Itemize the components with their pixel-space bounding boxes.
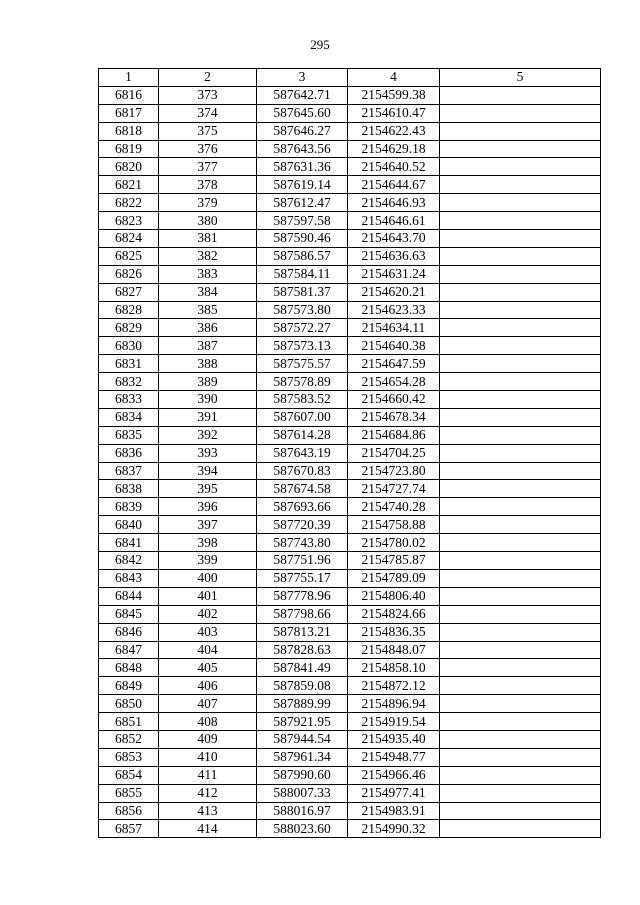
table-cell-col4: 2154780.02	[348, 534, 440, 552]
column-header-1: 1	[99, 69, 159, 87]
table-cell-col4: 2154848.07	[348, 641, 440, 659]
table-cell-col5	[440, 695, 601, 713]
table-cell-col5	[440, 283, 601, 301]
table-cell-col5	[440, 140, 601, 158]
table-cell-col5	[440, 623, 601, 641]
table-cell-col3: 587584.11	[257, 265, 348, 283]
table-cell-col2: 386	[159, 319, 257, 337]
table-cell-col2: 399	[159, 552, 257, 570]
table-cell-col4: 2154599.38	[348, 86, 440, 104]
table-row	[99, 247, 601, 265]
table-cell-col1: 6820	[99, 158, 159, 176]
table-cell-col2: 387	[159, 337, 257, 355]
table-cell-col1: 6834	[99, 408, 159, 426]
table-cell-col1: 6818	[99, 122, 159, 140]
table-row	[99, 480, 601, 498]
table-row	[99, 748, 601, 766]
table-header	[99, 69, 601, 87]
table-cell-col5	[440, 480, 601, 498]
column-header-2: 2	[159, 69, 257, 87]
table-cell-col5	[440, 552, 601, 570]
table-cell-col5	[440, 820, 601, 838]
table-cell-col4: 2154640.52	[348, 158, 440, 176]
table-cell-col4: 2154977.41	[348, 784, 440, 802]
table-cell-col3: 587645.60	[257, 104, 348, 122]
table-cell-col2: 382	[159, 247, 257, 265]
table-cell-col4: 2154654.28	[348, 373, 440, 391]
table-cell-col1: 6827	[99, 283, 159, 301]
table-cell-col4: 2154785.87	[348, 552, 440, 570]
table-cell-col1: 6844	[99, 587, 159, 605]
table-cell-col4: 2154610.47	[348, 104, 440, 122]
table-cell-col3: 588016.97	[257, 802, 348, 820]
table-cell-col3: 587597.58	[257, 212, 348, 230]
table-cell-col1: 6821	[99, 176, 159, 194]
table-cell-col3: 587643.19	[257, 444, 348, 462]
table-cell-col5	[440, 784, 601, 802]
table-row	[99, 462, 601, 480]
table-cell-col2: 401	[159, 587, 257, 605]
table-cell-col2: 396	[159, 498, 257, 516]
table-cell-col4: 2154643.70	[348, 230, 440, 248]
table-cell-col5	[440, 569, 601, 587]
table-cell-col5	[440, 194, 601, 212]
table-row	[99, 426, 601, 444]
table-cell-col5	[440, 86, 601, 104]
table-cell-col1: 6825	[99, 247, 159, 265]
table-cell-col4: 2154919.54	[348, 713, 440, 731]
table-cell-col3: 587743.80	[257, 534, 348, 552]
table-row	[99, 176, 601, 194]
table-cell-col1: 6847	[99, 641, 159, 659]
table-cell-col5	[440, 104, 601, 122]
table-row	[99, 498, 601, 516]
table-cell-col3: 587583.52	[257, 391, 348, 409]
table-cell-col2: 373	[159, 86, 257, 104]
table-cell-col1: 6849	[99, 677, 159, 695]
table-cell-col1: 6833	[99, 391, 159, 409]
table-cell-col1: 6851	[99, 713, 159, 731]
table-cell-col5	[440, 802, 601, 820]
table-cell-col1: 6857	[99, 820, 159, 838]
table-cell-col2: 409	[159, 730, 257, 748]
table-cell-col1: 6819	[99, 140, 159, 158]
table-cell-col2: 407	[159, 695, 257, 713]
table-cell-col2: 412	[159, 784, 257, 802]
table-cell-col4: 2154646.61	[348, 212, 440, 230]
table-cell-col3: 587619.14	[257, 176, 348, 194]
table-cell-col4: 2154948.77	[348, 748, 440, 766]
table-cell-col1: 6845	[99, 605, 159, 623]
table-cell-col5	[440, 730, 601, 748]
table-row	[99, 86, 601, 104]
table-cell-col3: 587643.56	[257, 140, 348, 158]
table-cell-col5	[440, 516, 601, 534]
table-cell-col2: 391	[159, 408, 257, 426]
table-cell-col4: 2154647.59	[348, 355, 440, 373]
table-cell-col3: 587944.54	[257, 730, 348, 748]
table-cell-col5	[440, 247, 601, 265]
table-cell-col3: 587670.83	[257, 462, 348, 480]
table-cell-col2: 411	[159, 766, 257, 784]
table-cell-col5	[440, 337, 601, 355]
table-cell-col2: 405	[159, 659, 257, 677]
table-row	[99, 319, 601, 337]
table-cell-col2: 397	[159, 516, 257, 534]
table-row	[99, 802, 601, 820]
table-cell-col1: 6850	[99, 695, 159, 713]
table-cell-col3: 587778.96	[257, 587, 348, 605]
table-row	[99, 444, 601, 462]
table-cell-col3: 587607.00	[257, 408, 348, 426]
table-cell-col4: 2154836.35	[348, 623, 440, 641]
table-row	[99, 212, 601, 230]
table-cell-col3: 588007.33	[257, 784, 348, 802]
table-cell-col3: 587755.17	[257, 569, 348, 587]
table-cell-col2: 380	[159, 212, 257, 230]
table-cell-col4: 2154660.42	[348, 391, 440, 409]
table-cell-col4: 2154646.93	[348, 194, 440, 212]
table-cell-col3: 587586.57	[257, 247, 348, 265]
table-cell-col3: 587674.58	[257, 480, 348, 498]
table-cell-col4: 2154896.94	[348, 695, 440, 713]
table-cell-col4: 2154620.21	[348, 283, 440, 301]
table-cell-col4: 2154704.25	[348, 444, 440, 462]
table-cell-col1: 6838	[99, 480, 159, 498]
table-row	[99, 820, 601, 838]
table-cell-col3: 587575.57	[257, 355, 348, 373]
table-cell-col1: 6836	[99, 444, 159, 462]
table-cell-col3: 587642.71	[257, 86, 348, 104]
table-cell-col1: 6829	[99, 319, 159, 337]
table-cell-col5	[440, 176, 601, 194]
table-cell-col4: 2154684.86	[348, 426, 440, 444]
table-cell-col1: 6842	[99, 552, 159, 570]
table-cell-col1: 6823	[99, 212, 159, 230]
table-cell-col4: 2154723.80	[348, 462, 440, 480]
table-row	[99, 713, 601, 731]
table-row	[99, 784, 601, 802]
table-cell-col3: 587841.49	[257, 659, 348, 677]
table-cell-col4: 2154758.88	[348, 516, 440, 534]
table-cell-col5	[440, 230, 601, 248]
table-cell-col2: 390	[159, 391, 257, 409]
table-cell-col4: 2154640.38	[348, 337, 440, 355]
table-cell-col4: 2154806.40	[348, 587, 440, 605]
table-cell-col4: 2154623.33	[348, 301, 440, 319]
table-cell-col1: 6855	[99, 784, 159, 802]
table-cell-col1: 6830	[99, 337, 159, 355]
table-cell-col5	[440, 462, 601, 480]
table-cell-col4: 2154858.10	[348, 659, 440, 677]
table-cell-col2: 403	[159, 623, 257, 641]
table-cell-col4: 2154678.34	[348, 408, 440, 426]
table-row	[99, 534, 601, 552]
table-row	[99, 158, 601, 176]
column-header-5: 5	[440, 69, 601, 87]
table-row	[99, 337, 601, 355]
header-row	[99, 69, 601, 87]
table-cell-col5	[440, 301, 601, 319]
table-cell-col5	[440, 444, 601, 462]
table-row	[99, 230, 601, 248]
table-cell-col1: 6856	[99, 802, 159, 820]
table-cell-col3: 587573.13	[257, 337, 348, 355]
table-row	[99, 373, 601, 391]
table-cell-col1: 6817	[99, 104, 159, 122]
table-cell-col5	[440, 408, 601, 426]
table-cell-col4: 2154644.67	[348, 176, 440, 194]
table-cell-col2: 398	[159, 534, 257, 552]
table-cell-col1: 6843	[99, 569, 159, 587]
table-cell-col5	[440, 534, 601, 552]
table-cell-col3: 587693.66	[257, 498, 348, 516]
table-cell-col2: 393	[159, 444, 257, 462]
table-cell-col3: 587751.96	[257, 552, 348, 570]
table-cell-col2: 413	[159, 802, 257, 820]
table-cell-col2: 395	[159, 480, 257, 498]
table-cell-col5	[440, 265, 601, 283]
table-cell-col3: 587631.36	[257, 158, 348, 176]
table-cell-col5	[440, 498, 601, 516]
table-row	[99, 623, 601, 641]
table-cell-col4: 2154740.28	[348, 498, 440, 516]
table-cell-col5	[440, 122, 601, 140]
table-cell-col2: 388	[159, 355, 257, 373]
table-cell-col5	[440, 319, 601, 337]
table-cell-col5	[440, 373, 601, 391]
table-cell-col3: 587720.39	[257, 516, 348, 534]
table-cell-col5	[440, 677, 601, 695]
table-cell-col4: 2154935.40	[348, 730, 440, 748]
table-cell-col4: 2154634.11	[348, 319, 440, 337]
table-cell-col2: 377	[159, 158, 257, 176]
table-cell-col1: 6837	[99, 462, 159, 480]
table-cell-col1: 6840	[99, 516, 159, 534]
table-cell-col2: 389	[159, 373, 257, 391]
table-row	[99, 677, 601, 695]
table-row	[99, 355, 601, 373]
table-cell-col1: 6822	[99, 194, 159, 212]
table-cell-col2: 379	[159, 194, 257, 212]
table-cell-col2: 384	[159, 283, 257, 301]
table-cell-col2: 406	[159, 677, 257, 695]
table-cell-col4: 2154824.66	[348, 605, 440, 623]
table-cell-col3: 587581.37	[257, 283, 348, 301]
table-cell-col5	[440, 426, 601, 444]
table-cell-col1: 6846	[99, 623, 159, 641]
table-cell-col2: 410	[159, 748, 257, 766]
table-cell-col3: 587889.99	[257, 695, 348, 713]
table-cell-col5	[440, 587, 601, 605]
table-cell-col2: 385	[159, 301, 257, 319]
table-row	[99, 587, 601, 605]
table-cell-col1: 6852	[99, 730, 159, 748]
table-cell-col3: 587646.27	[257, 122, 348, 140]
coordinates-table	[98, 68, 601, 838]
table-cell-col3: 587612.47	[257, 194, 348, 212]
table-cell-col3: 587961.34	[257, 748, 348, 766]
table-cell-col5	[440, 659, 601, 677]
table-row	[99, 391, 601, 409]
table-cell-col3: 587828.63	[257, 641, 348, 659]
table-cell-col1: 6835	[99, 426, 159, 444]
table-cell-col3: 587921.95	[257, 713, 348, 731]
table-cell-col3: 587798.66	[257, 605, 348, 623]
column-header-3: 3	[257, 69, 348, 87]
table-cell-col4: 2154966.46	[348, 766, 440, 784]
table-cell-col3: 587813.21	[257, 623, 348, 641]
table-row	[99, 552, 601, 570]
table-cell-col5	[440, 713, 601, 731]
table-cell-col2: 402	[159, 605, 257, 623]
table-cell-col3: 587572.27	[257, 319, 348, 337]
table-cell-col5	[440, 391, 601, 409]
table-row	[99, 569, 601, 587]
table-cell-col3: 587614.28	[257, 426, 348, 444]
table-cell-col2: 404	[159, 641, 257, 659]
table-row	[99, 659, 601, 677]
table-cell-col1: 6826	[99, 265, 159, 283]
table-row	[99, 301, 601, 319]
table-cell-col1: 6853	[99, 748, 159, 766]
table-row	[99, 516, 601, 534]
table-row	[99, 104, 601, 122]
column-header-4: 4	[348, 69, 440, 87]
table-body	[99, 86, 601, 837]
table-cell-col1: 6854	[99, 766, 159, 784]
table-cell-col3: 587590.46	[257, 230, 348, 248]
table-row	[99, 641, 601, 659]
table-row	[99, 766, 601, 784]
table-cell-col5	[440, 158, 601, 176]
table-cell-col2: 408	[159, 713, 257, 731]
table-cell-col4: 2154872.12	[348, 677, 440, 695]
table-cell-col3: 587990.60	[257, 766, 348, 784]
table-cell-col1: 6816	[99, 86, 159, 104]
table-cell-col2: 378	[159, 176, 257, 194]
table-row	[99, 695, 601, 713]
page-number: 295	[310, 37, 330, 52]
table-row	[99, 140, 601, 158]
table-cell-col3: 587578.89	[257, 373, 348, 391]
table-cell-col1: 6832	[99, 373, 159, 391]
table-cell-col4: 2154622.43	[348, 122, 440, 140]
table-row	[99, 605, 601, 623]
table-cell-col1: 6848	[99, 659, 159, 677]
table-cell-col2: 376	[159, 140, 257, 158]
table-cell-col2: 392	[159, 426, 257, 444]
table-cell-col5	[440, 212, 601, 230]
table-cell-col4: 2154629.18	[348, 140, 440, 158]
table-cell-col4: 2154727.74	[348, 480, 440, 498]
table-cell-col1: 6831	[99, 355, 159, 373]
table-cell-col1: 6839	[99, 498, 159, 516]
table-cell-col1: 6841	[99, 534, 159, 552]
table-cell-col5	[440, 605, 601, 623]
table-cell-col4: 2154789.09	[348, 569, 440, 587]
table-cell-col5	[440, 355, 601, 373]
table-cell-col3: 587859.08	[257, 677, 348, 695]
table-row	[99, 194, 601, 212]
table-cell-col2: 375	[159, 122, 257, 140]
table-cell-col5	[440, 766, 601, 784]
table-row	[99, 265, 601, 283]
table-row	[99, 730, 601, 748]
table-cell-col2: 414	[159, 820, 257, 838]
table-cell-col1: 6828	[99, 301, 159, 319]
table-cell-col2: 400	[159, 569, 257, 587]
table-cell-col2: 381	[159, 230, 257, 248]
table-cell-col5	[440, 641, 601, 659]
table-cell-col2: 383	[159, 265, 257, 283]
table-cell-col4: 2154636.63	[348, 247, 440, 265]
table-cell-col2: 374	[159, 104, 257, 122]
table-cell-col4: 2154990.32	[348, 820, 440, 838]
table-cell-col3: 588023.60	[257, 820, 348, 838]
table-cell-col1: 6824	[99, 230, 159, 248]
table-cell-col4: 2154983.91	[348, 802, 440, 820]
table-cell-col2: 394	[159, 462, 257, 480]
table-row	[99, 283, 601, 301]
table-cell-col4: 2154631.24	[348, 265, 440, 283]
table-row	[99, 122, 601, 140]
table-cell-col3: 587573.80	[257, 301, 348, 319]
table-cell-col5	[440, 748, 601, 766]
table-row	[99, 408, 601, 426]
